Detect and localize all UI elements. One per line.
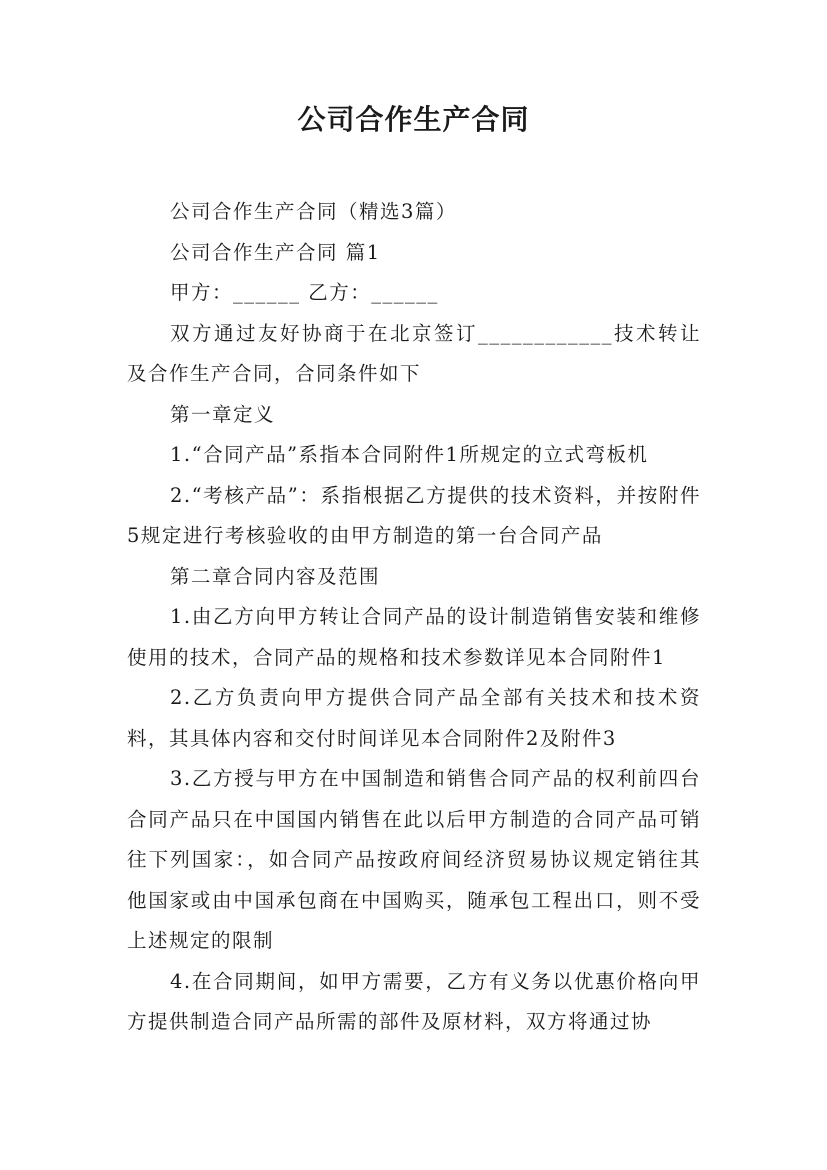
paragraph-clause-2: 2.乙方负责向甲方提供合同产品全部有关技术和技术资料，其具体内容和交付时间详见本合同附件2及附件3: [127, 686, 701, 750]
paragraph-subtitle: 公司合作生产合同（精选3篇）: [170, 200, 457, 223]
document-body: [127, 192, 701, 1043]
paragraph-clause-3: 3.乙方授与甲方在中国制造和销售合同产品的权利前四台合同产品只在中国国内销售在此以后甲方制造的合同产品可销往下列国家：，如合同产品按政府间经济贸易协议规定销往其他国家或由中国承包商在中国购买，随承包工程出口，则不受上述规定的限制: [127, 767, 701, 952]
chapter-heading-1: 第一章定义: [170, 402, 276, 426]
paragraph-clause-4: 4.在合同期间，如甲方需要，乙方有义务以优惠价格向甲方提供制造合同产品所需的部件及原材料，双方将通过协: [127, 969, 701, 1033]
paragraph-section-heading: 公司合作生产合同 篇1: [170, 240, 381, 264]
paragraph-definition-2: 2.“考核产品”：系指根据乙方提供的技术资料，并按附件5规定进行考核验收的由甲方制造的第一台合同产品: [127, 483, 701, 547]
paragraph-parties: 甲方：______ 乙方：______: [170, 281, 439, 304]
document-title: 公司合作生产合同: [297, 103, 530, 136]
paragraph-definition-1: 1.“合同产品”系指本合同附件1所规定的立式弯板机: [170, 443, 649, 466]
chapter-heading-2: 第二章合同内容及范围: [170, 564, 381, 588]
paragraph-clause-1: 1.由乙方向甲方转让合同产品的设计制造销售安装和维修使用的技术，合同产品的规格和技术参数详见本合同附件1: [127, 605, 701, 669]
paragraph-intro: 双方通过友好协商于在北京签订____________技术转让及合作生产合同，合同条件如下: [127, 321, 701, 385]
